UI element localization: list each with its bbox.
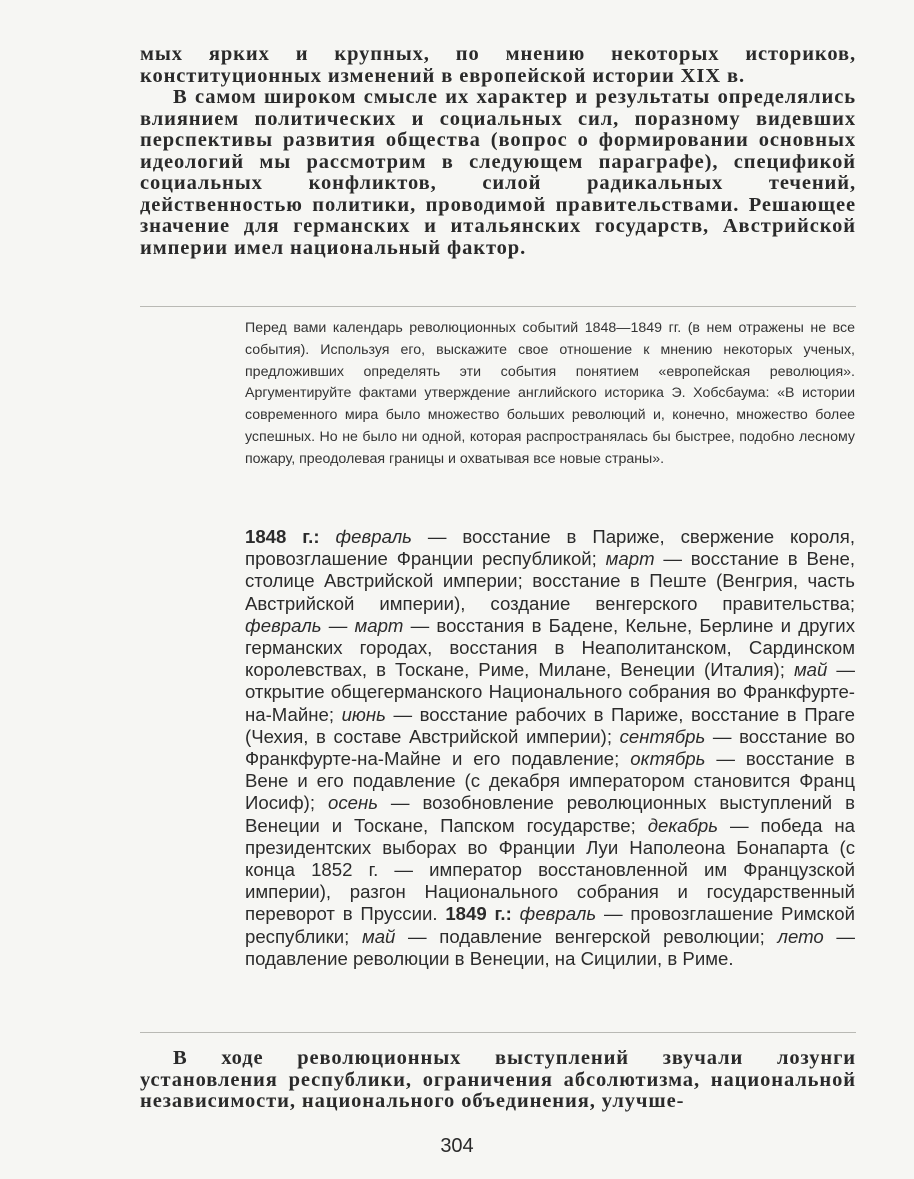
event-text: — подавление венгерской революции; bbox=[395, 925, 778, 947]
intro-paragraph: В самом широком смысле их характер и результаты определялись влиянием политических и социальных сил, поразному видевших перспективы развития общества (вопрос о формировании основных идеологий мы рассмотрим в следующем параграфе), спецификой социальных конфликтов, силой радикальных течений, действенностью политики, проводимой правительствами. Решающее значение для германских и итальянских государств, Австрийской империи имел национальный фактор. bbox=[140, 86, 856, 259]
year-1849: 1849 г.: bbox=[445, 903, 512, 925]
month-label: декабрь bbox=[647, 814, 719, 836]
event-text: — восстание рабочих в Париже, восстание в Праге (Чехия, в составе Австрийской империи); bbox=[245, 703, 855, 747]
event-text: — подавление революции в Венеции, на Сицилии, в Риме. bbox=[245, 925, 855, 969]
events-calendar bbox=[245, 526, 855, 970]
month-label: осень bbox=[327, 792, 378, 814]
event-text: — восстание в Вене и его подавление (с декабря императором становится Франц Иосиф); bbox=[245, 748, 856, 814]
event-text: — победа на президентских выборах во Франции Луи Наполеона Бонапарта (с конца 1852 г. — император восстановленной им Французской империи), разгон Национального собрания и государственный переворот в Пруссии. bbox=[245, 814, 855, 925]
intro-continuation: мых ярких и крупных, по мнению некоторых историков, конституционных изменений в европейской истории XIX в. bbox=[140, 43, 856, 87]
event-text: — возобновление революционных выступлений в Венеции и Тоскане, Папском государстве; bbox=[245, 792, 855, 836]
month-label: март bbox=[605, 548, 655, 570]
month-label: февраль bbox=[519, 903, 597, 925]
year-1848: 1848 г.: bbox=[245, 526, 320, 547]
event-text: — открытие общегерманского Национального собрания во Франкфурте-на-Майне; bbox=[245, 659, 855, 725]
page-number: 304 bbox=[440, 1135, 474, 1157]
month-label: сентябрь bbox=[619, 725, 706, 747]
event-text: — восстание во Франкфурте-на-Майне и его подавление; bbox=[245, 725, 855, 770]
month-label: октябрь bbox=[630, 748, 706, 770]
divider-top bbox=[140, 306, 856, 307]
month-label: лето bbox=[777, 925, 824, 947]
closing-paragraph: В ходе революционных выступлений звучали лозунги установления республики, ограничения абсолютизма, национальной независимости, национального объединения, улучше- bbox=[140, 1047, 856, 1112]
assignment-text: Перед вами календарь революционных событий 1848—1849 гг. (в нем отражены не все события). Используя его, выскажите свое отношение к мнению некоторых ученых, предложивших определять эти события понятием «европейская революция». Аргументируйте фактами утверждение английского историка Э. Хобсбаума: «В истории современного мира было множество больших революций и, конечно, множество более успешных. Но не было ни одной, которая распространялась бы быстрее, подобно лесному пожару, преодолевая границы и охватывая все новые страны». bbox=[245, 320, 855, 467]
month-label: февраль — март bbox=[245, 614, 404, 636]
month-label: май bbox=[793, 659, 828, 681]
month-label: июнь bbox=[341, 703, 386, 725]
event-text: — восстание в Вене, столице Австрийской империи; восстание в Пеште (Венгрия, часть Австрийской империи), создание венгерского правительства; bbox=[245, 548, 855, 614]
event-text: — восстания в Бадене, Кельне, Берлине и других германских городах, восстания в Неаполитанском, Сардинском королевствах, в Тоскане, Риме, Милане, Венеции (Италия); bbox=[245, 614, 855, 681]
closing-text bbox=[140, 1048, 856, 1113]
divider-bottom bbox=[140, 1032, 856, 1033]
month-label: февраль bbox=[335, 526, 412, 547]
event-text: — провозглашение Римской республики; bbox=[245, 903, 855, 947]
month-label: май bbox=[361, 925, 396, 947]
event-text: — восстание в Париже, свержение короля, провозглашение Франции республикой; bbox=[245, 526, 855, 570]
intro-text bbox=[140, 44, 856, 259]
